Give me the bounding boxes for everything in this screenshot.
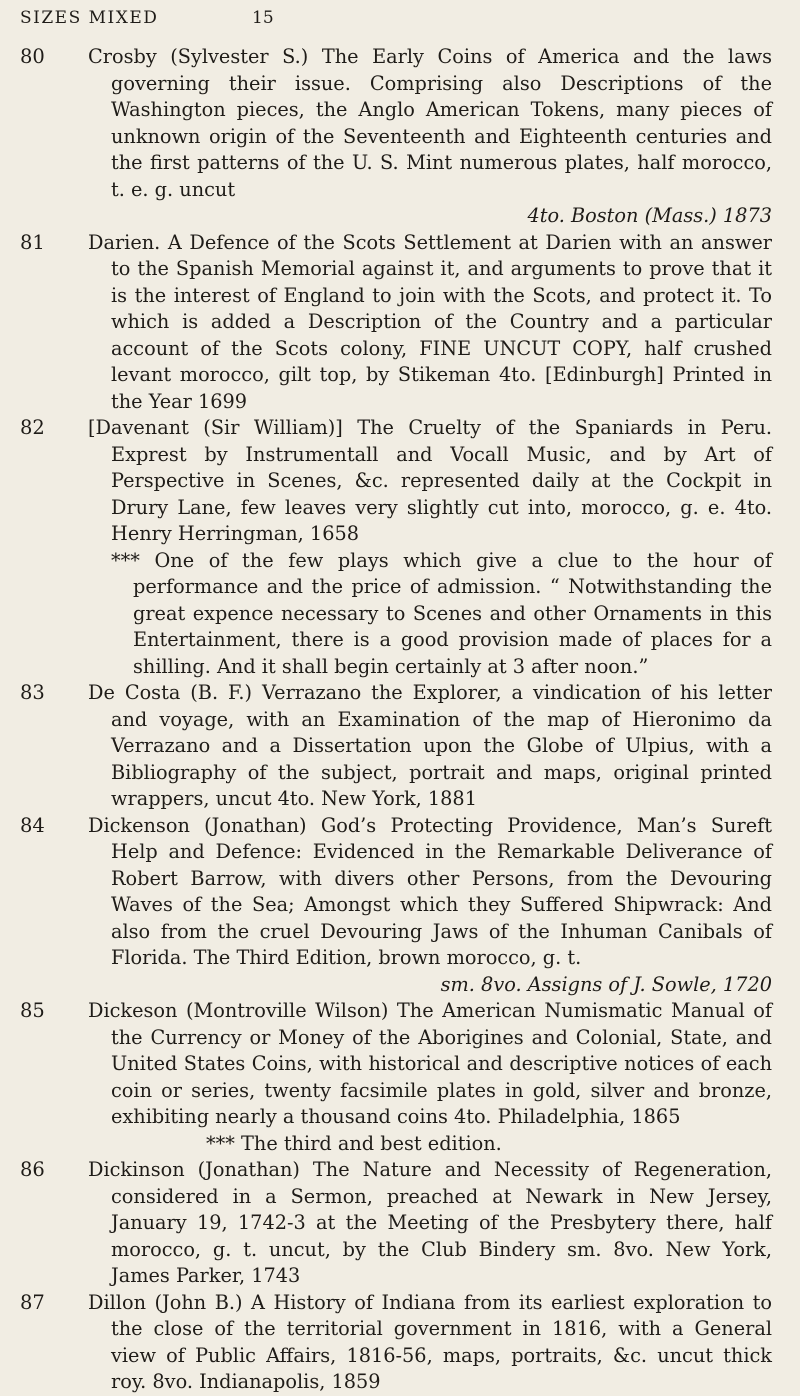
entry-text: Dillon (John B.) A History of Indiana from its earliest exploration to the close of the territorial government in 1816, with a General view of Public Affairs, 1816-56, maps, portraits, &c. uncut thick roy. 8vo. Indianapolis, 1859	[88, 1290, 772, 1393]
entry-text: Crosby (Sylvester S.) The Early Coins of America and the laws governing their issue. Comprising also Descriptions of the Washington pieces, the Anglo American Tokens, many pieces of unknown origin of the Seventeenth and Eighteenth centuries and the first patterns of the U. S. Mint numerous plates, half morocco, t. e. g. uncut	[88, 45, 772, 201]
entry-note: *** The third and best edition.	[206, 1131, 502, 1155]
entry-text: Darien. A Defence of the Scots Settlement at Darien with an answer to the Spanish Memorial against it, and arguments to prove that it is the interest of England to join with the Scots, and protect it. To which is added a Description of the Country and a particular account of the Scots colony, FINE UNCUT COPY, half crushed levant morocco, gilt top, by Stikeman 4to. [Edinburgh] Printed in the Year 1699	[88, 230, 772, 413]
catalogue-entry	[0, 998, 800, 1157]
page-number: 15	[252, 8, 274, 28]
entry-text: Dickenson (Jonathan) God’s Protecting Providence, Man’s Sureft Help and Defence: Evidenced in the Remarkable Deliverance of Robert Barrow, with divers other Persons, from the Devouring Waves of the Sea; Amongst which they Suffered Shipwrack: And also from the cruel Devouring Jaws of the Inhuman Canibals of Florida. The Third Edition, brown morocco, g. t.	[88, 813, 772, 969]
lot-number: 81	[20, 230, 45, 254]
lot-number: 80	[20, 45, 45, 68]
lot-number: 86	[20, 1158, 45, 1181]
entry-text: De Costa (B. F.) Verrazano the Explorer, a vindication of his letter and voyage, with an Examination of the map of Hieronimo da Verrazano and a Dissertation upon the Globe of Ulpius, with a Bibliography of the subject, portrait and maps, original printed wrappers, uncut 4to. New York, 1881	[88, 681, 772, 810]
catalogue-entry	[0, 813, 800, 999]
lot-number: 87	[20, 1290, 45, 1314]
catalogue-entries	[0, 44, 800, 1396]
lot-number: 84	[20, 813, 45, 837]
entry-imprint: 4to. Boston (Mass.) 1873	[527, 204, 772, 227]
entry-text: Dickinson (Jonathan) The Nature and Necessity of Regeneration, considered in a Sermon, preached at Newark in New Jersey, January 19, 1742-3 at the Meeting of the Presbytery there, half morocco, g. t. uncut, by the Club Bindery sm. 8vo. New York, James Parker, 1743	[88, 1158, 772, 1287]
lot-number: 85	[20, 999, 45, 1022]
catalogue-entry	[0, 1157, 800, 1290]
catalogue-entry	[0, 44, 800, 230]
catalogue-entry	[0, 680, 800, 813]
lot-number: 82	[20, 416, 45, 439]
running-title: SIZES MIXED	[20, 8, 159, 28]
catalogue-entry	[0, 415, 800, 680]
entry-text: Dickeson (Montroville Wilson) The American Numismatic Manual of the Currency or Money of the Aborigines and Colonial, State, and United States Coins, with historical and descriptive notices of each coin or series, twenty facsimile plates in gold, silver and bronze, exhibiting nearly a thousand coins 4to. Philadelphia, 1865	[88, 999, 772, 1128]
entry-text: [Davenant (Sir William)] The Cruelty of the Spaniards in Peru. Exprest by Instrumentall and Vocall Music, and by Art of Perspective in Scenes, &c. represented daily at the Cockpit in Drury Lane, few leaves very slightly cut into, morocco, g. e. 4to. Henry Herringman, 1658	[88, 416, 772, 545]
entry-imprint: sm. 8vo. Assigns of J. Sowle, 1720	[440, 972, 772, 996]
lot-number: 83	[20, 681, 45, 704]
catalogue-entry	[0, 1290, 800, 1396]
entry-note: *** One of the few plays which give a clue to the hour of performance and the price of admission. “ Notwithstanding the great expence necessary to Scenes and other Ornaments in this Entertainment, there is a good provision made of places for a shilling. And it shall begin certainly at 3 after noon.”	[111, 548, 772, 678]
catalogue-entry	[0, 230, 800, 416]
